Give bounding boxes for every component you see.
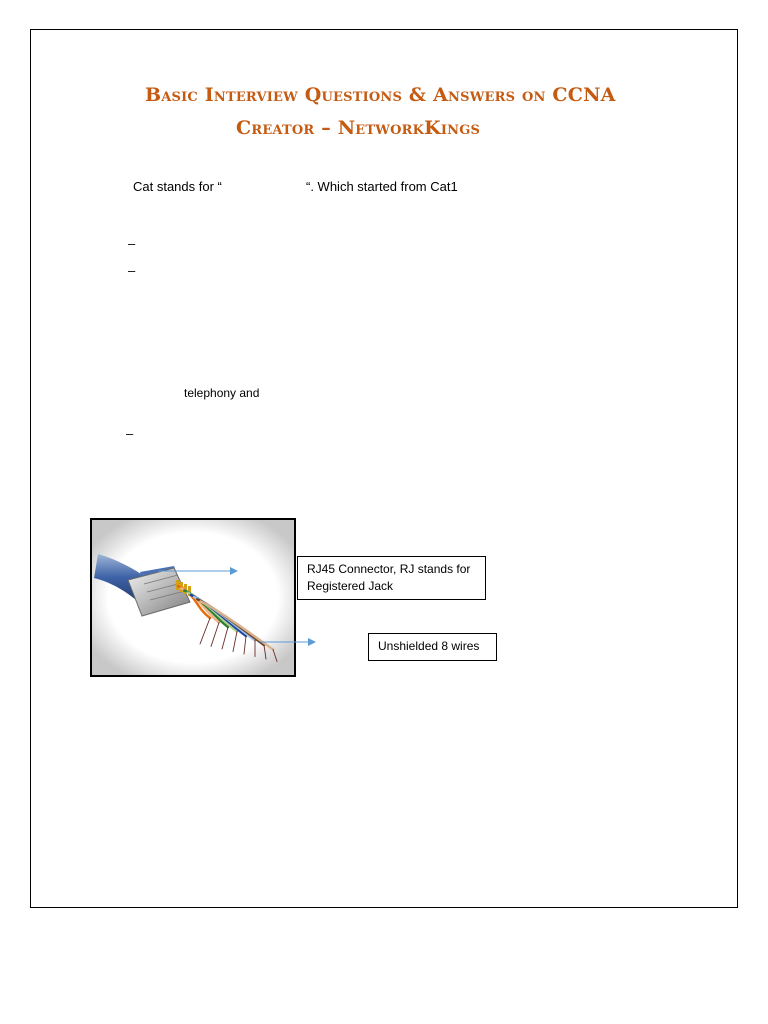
cat-intro-start: Cat stands for “	[133, 179, 222, 194]
rj45-callout-box: RJ45 Connector, RJ stands for Registered Jack	[297, 556, 486, 600]
cat-intro-end: “. Which started from Cat1	[306, 179, 458, 194]
dash-bullet-1: –	[128, 236, 136, 251]
dash-bullet-3: –	[126, 426, 134, 441]
dash-bullet-2: –	[128, 263, 136, 278]
wires-arrowhead-icon	[308, 638, 316, 646]
rj45-arrowhead-icon	[230, 567, 238, 575]
wires-callout-box: Unshielded 8 wires	[368, 633, 497, 661]
document-title-line1: Basic Interview Questions & Answers on CCNA	[145, 84, 616, 106]
telephony-text: telephony and	[184, 386, 260, 400]
document-title-line2: Creator – NetworkKings	[236, 117, 481, 139]
